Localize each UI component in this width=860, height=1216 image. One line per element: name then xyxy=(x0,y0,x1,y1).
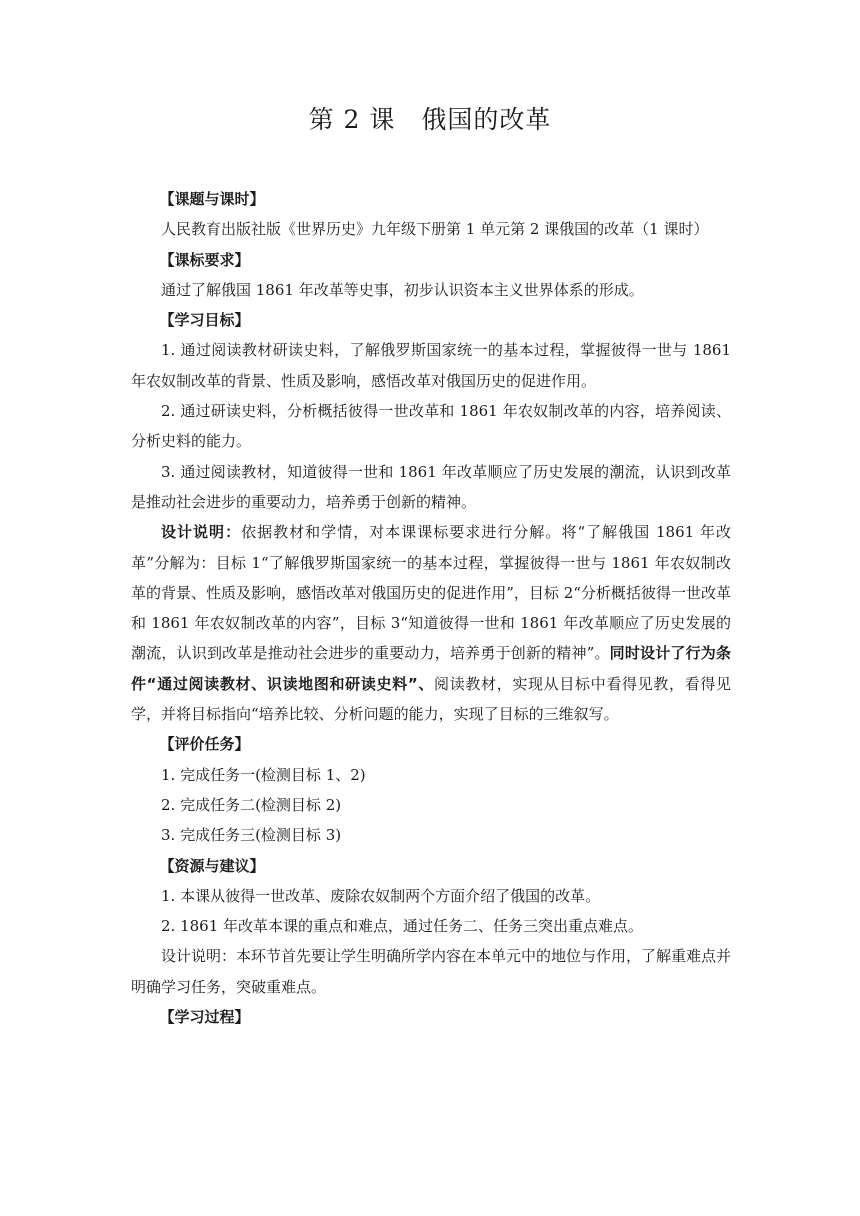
heading-standard: 【课标要求】 xyxy=(159,250,250,269)
task-item-1: 1. 完成任务一(检测目标 1、2) xyxy=(161,765,366,784)
document-body xyxy=(131,184,731,1032)
heading-tasks: 【评价任务】 xyxy=(159,735,250,754)
design-note-tail: 阅读教材，实现从目标中看得见教，看得见学，并将目标指向“培养比较、分析问题的能力，实现了目标的三维叙写。 xyxy=(131,674,732,724)
page-title: 第 2 课 俄国的改革 xyxy=(308,105,552,134)
resource-item-2: 2. 1861 年改革本课的重点和难点，通过任务二、任务三突出重点难点。 xyxy=(161,917,644,936)
design-note-bold: 同时设计了行为条件“通过阅读教材、识读地图和研读史料”、 xyxy=(131,644,731,693)
resource-item-1: 1. 本课从彼得一世改革、废除农奴制两个方面介绍了俄国的改革。 xyxy=(161,886,601,905)
design-note-2: 设计说明：本环节首先要让学生明确所学内容在本单元中的地位与作用，了解重难点并明确学习任务，突破重难点。 xyxy=(131,947,732,996)
design-note-1 xyxy=(131,517,731,729)
heading-goals: 【学习目标】 xyxy=(159,311,250,330)
task-item-3: 3. 完成任务三(检测目标 3) xyxy=(161,826,342,845)
heading-process: 【学习过程】 xyxy=(159,1008,250,1027)
standard-text: 通过了解俄国 1861 年改革等史事，初步认识资本主义世界体系的形成。 xyxy=(161,280,644,299)
goal-item-1: 1. 通过阅读教材研读史料，了解俄罗斯国家统一的基本过程，掌握彼得一世与 1861 年农奴制改革的背景、性质及影响，感悟改革对俄国历史的促进作用。 xyxy=(131,341,731,390)
task-item-2: 2. 完成任务二(检测目标 2) xyxy=(161,795,342,814)
heading-resources: 【资源与建议】 xyxy=(159,856,265,875)
design-note-text: 依据教材和学情，对本课课标要求进行分解。将“了解俄国 1861 年改革”分解为：目标 1“了解俄罗斯国家统一的基本过程，掌握彼得一世与 1861 年农奴制改革的背景、性质及影响，感悟改革对俄国历史的促进作用”，目标 2“分析概括彼得一世改革和 1861 年农奴制改革的内容”，目标 3“知道彼得一世和 1861 年改革顺应了历史发展的潮流，认识到改革是推动社会进步的重要动力，培养勇于创新的精神”。 xyxy=(131,523,731,663)
design-note-label: 设计说明： xyxy=(161,523,242,542)
goal-item-3: 3. 通过阅读教材，知道彼得一世和 1861 年改革顺应了历史发展的潮流，认识到改革是推动社会进步的重要动力，培养勇于创新的精神。 xyxy=(131,462,731,511)
goal-item-2: 2. 通过研读史料，分析概括彼得一世改革和 1861 年农奴制改革的内容，培养阅读、分析史料的能力。 xyxy=(131,402,731,451)
heading-topic: 【课题与课时】 xyxy=(159,190,265,208)
topic-text: 人民教育出版社版《世界历史》九年级下册第 1 单元第 2 课俄国的改革（1 课时） xyxy=(161,220,709,239)
